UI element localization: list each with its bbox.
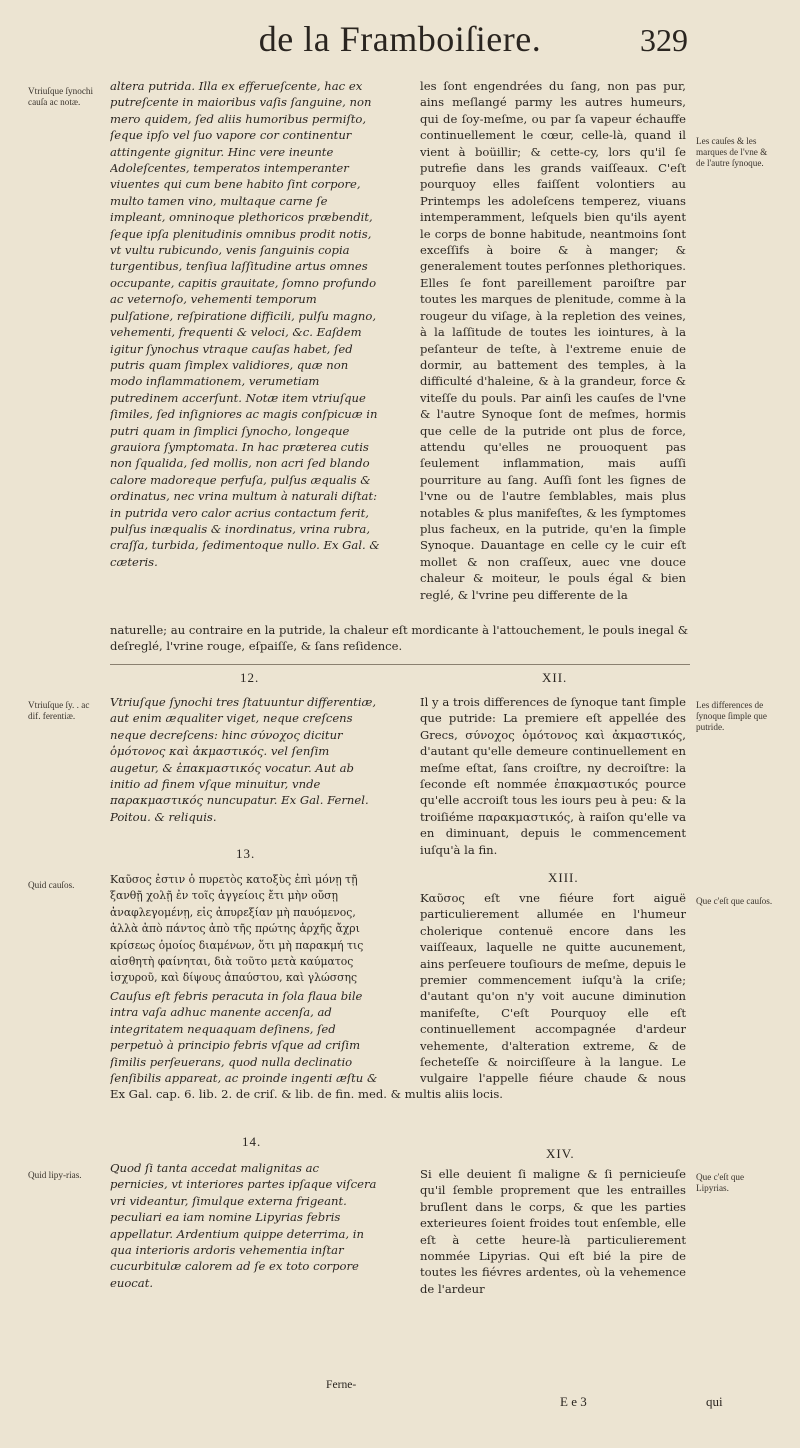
margin-note-right: Que c'eſt que Lipyrias.: [696, 1172, 745, 1193]
catchword: qui: [706, 1394, 723, 1409]
margin-note-left: Quid cauſos.: [28, 880, 75, 890]
greek-column-section-13: Καῦσος ἐστιν ὁ πυρετὸς κατοξὺς ἐπὶ μόνῃ τῇ ξανθῇ χολῇ ἐν τοῖς ἀγγείοις ἔτι μὴν οὔσῃ ἀναφλεγομένῃ, εἰς ἀπυρεξίαν μὴ παυόμενος, ἀλλὰ ἀπὸ πάντος ἀπὸ τῆς πρώτης ἀρχῆς ἄχρι κρίσεως ὁμοίος διαμένων, ὅτι μὴ παρακμή τις αἰσθητὴ φαίνηται, διὰ τοῦτο μετὰ καύματος ἰσχυροῦ, καὶ δίψους ἀπαύστου, καὶ γλώσσης: [110, 873, 364, 985]
section-number-french: XII.: [542, 670, 568, 685]
catchword-left: Ferne-: [326, 1378, 357, 1391]
margin-note-left: Vtriuſque ſy. . ac dif. ferentiæ.: [28, 700, 90, 721]
french-column-section-13: Kαῦσος eſt vne fiéure fort aiguë particulierement allumée en l'humeur cholerique contenuë encore dans les vaiſſeaux, laquelle ne quitte aucunement, ains perſeuere touſiours de meſme, depuis le premier commencement iuſqu'à la criſe; d'autant qu'on n'y voit aucune diminution manifeſte, C'eſt Pourquoy elle eſt continuellement accompagnée d'ardeur vehemente, d'alteration extreme, & de ſecheteſſe & noirciſſeure à la langue. Le vulgaire l'appelle fiéure chaude & nous: [420, 891, 686, 1086]
section-number-latin: 13.: [236, 846, 256, 861]
margin-note-right: Que c'eſt que cauſos.: [696, 896, 773, 906]
french-column-section-11: les ſont engendrées du ſang, non pas pur, ains meſlangé parmy les autres humeurs, qui de ſoy-meſme, ou par ſa vapeur échauffe continuellement le cœur, celle-là, quand il vient à boüillir; & cette-cy, lors qu'il ſe putrefie dans les grands vaiſſeaux. C'eſt pourquoy elles faiſſent volontiers au Printemps les adoleſcens temperez, viuans intemperamment, leſquels bien qu'ils ayent le corps de bonne habitude, neantmoins ſont exceſſifs à boire & à manger; & generalement toutes perſonnes plethoriques. Elles ſe font pareillement paroiſtre par toutes les marques de plenitude, comme à la rougeur du viſage, à la repletion des veines, à la laſſitude de toutes les iointures, à la peſanteur de teſte, à l'extreme enuie de dormir, au battement des temples, à la difficulté d'haleine, & à la grandeur, force & viteſſe du pouls. Par ainſi les cauſes de l'vne & l'autre Synoque ſont de meſmes, hormis que celle de la putride ont plus de force, attendu qu'elles ne prouoquent pas ſeulement inflammation, mais auſſi pourriture au ſang. Auſſi ſont les ſignes de l'vne ou de l'autre ſemblables, mais plus notables & plus manifeſtes, & les ſymptomes plus facheux, en la putride, qu'en la ſimple Synoque. Dauantage en celle cy le cuir eſt mollet & non craſſeux, auec vne douce chaleur & moiteur, le pouls égal & bien reglé, & l'vrine peu differente de la: [420, 79, 686, 602]
signature-mark: E e 3: [560, 1394, 587, 1409]
reference-section-13: Ex Gal. cap. 6. lib. 2. de criſ. & lib. de fin. med. & multis aliis locis.: [110, 1087, 503, 1101]
section-number-latin: 14.: [242, 1134, 262, 1149]
running-header: de la Framboiſiere.: [258, 19, 542, 59]
section-number-latin: 12.: [240, 670, 260, 685]
section-number-french: XIV.: [546, 1146, 575, 1161]
french-column-section-12: Il y a trois differences de ſynoque tant ſimple que putride: La premiere eſt appellée des Grecs, σύνοχος ὁμότονος καὶ ἀκμαστικός, d'autant qu'elle demeure continuellement en meſme eſtat, ſans croiſtre, ny decroiſtre: la ſeconde eſt nommée ἐπακμαστικός pource qu'elle accroiſt tous les iours peu à peu: & la troiſiéme παρακμαστικός, à raiſon qu'elle va en diminuant, depuis le commencement iuſqu'à la fin.: [420, 695, 686, 857]
margin-note-left: Quid lipy-rias.: [28, 1170, 82, 1180]
french-continuation-section-11: naturelle; au contraire en la putride, la chaleur eſt mordicante à l'attouchement, le pouls inegal & deſreglé, l'vrine rouge, eſpaiſſe, & ſans reſidence.: [110, 623, 689, 654]
french-column-section-14: Si elle deuient ſi maligne & ſi pernicieuſe qu'il ſemble proprement que les entrailles bruſlent dans le corps, & que les parties exterieures ſoient froides tout enſemble, elle eſt à cette heure-là particulierement nommée Lipyrias. Qui eſt bié la pire de toutes les fiévres ardentes, où la vehemence de l'ardeur: [420, 1167, 686, 1296]
page-number: 329: [640, 22, 688, 58]
latin-column-section-11: altera putrida. Illa ex efferueſcente, hac ex putreſcente in maioribus vaſis ſanguine, non mero quidem, ſed aliis humoribus permiſto, ſeque ipſo vel ſuo vapore cor continentur attingente gignitur. Hinc vere ineunte Adoleſcentes, temperatos intemperanter viuentes qui cum bene habito ſint corpore, multo tamen vino, multaque carne ſe impleant, omninoque plethoricos præbendit, ſeque ipſa plenitudinis omnibus prodit notis, vt vultu rubicundo, venis ſanguinis copia turgentibus, tenſiua laſſitudine artus omnes occupante, capitis grauitate, ſomno profundo ac veternoſo, vehementi temporum pulſatione, reſpiratione difficili, pulſu magno, vehementi, frequenti & veloci, &c. Eaſdem igitur ſynochus vtraque cauſas habet, ſed putris quam ſimplex validiores, quæ non modo inflammationem, verumetiam putredinem accerſunt. Notæ item vtriuſque ſimiles, ſed inſigniores ac magis conſpicuæ in putri quam in ſimplici ſynocho, longeque grauiora ſymptomata. In hac præterea cutis non ſqualida, ſed mollis, non acri ſed blando calore madoreque perfuſa, pulſus æqualis & ordinatus, nec vrina multum à naturali diſtat: in putrida vero calor acrius contactum ferit, pulſus inæqualis & inordinatus, vrina rubra, craſſa, turbida, ſedimentoque nullo. Ex Gal. & cæteris.: [110, 79, 380, 569]
latin-column-section-14: Quod ſi tanta accedat malignitas ac pernicies, vt interiores partes ipſaque viſcera vri videantur, ſimulque externa frigeant. peculiari ea iam nomine Lipyrias febris appellatur. Ardentium quippe deterrima, in qua interioris ardoris vehementia inſtar cucurbitulæ calorem ad ſe ex toto corpore euocat.: [110, 1161, 377, 1290]
section-divider: [110, 664, 690, 665]
margin-note-right: Les cauſes & les marques de l'vne & de l'autre ſynoque.: [696, 136, 768, 168]
margin-note-left: Vtriuſque ſynochi cauſa ac notæ.: [28, 86, 94, 107]
latin-column-section-12: Vtriuſque ſynochi tres ſtatuuntur differentiæ, aut enim æqualiter viget, neque creſcens neque decreſcens: hinc σύνοχος dicitur ὁμότονος καὶ ἀκμαστικός. vel ſenſim augetur, & ἐπακμαστικός vocatur. Aut ab initio ad finem vſque minuitur, vnde παρακμαστικός nuncupatur. Ex Gal. Fernel. Poitou. & reliquis.: [110, 695, 377, 824]
section-number-french: XIII.: [548, 870, 579, 885]
margin-note-right: Les differences de ſynoque ſimple que putride.: [696, 700, 767, 732]
latin-column-section-13: Cauſus eſt febris peracuta in ſola flaua bile intra vaſa adhuc manente accenſa, ad integritatem nequaquam deſinens, ſed perpetuò à principio febris vſque ad criſim ſimilis perſeuerans, quod nulla declinatio ſenſibilis appareat, ac proinde ingenti æſtu &: [110, 989, 378, 1084]
